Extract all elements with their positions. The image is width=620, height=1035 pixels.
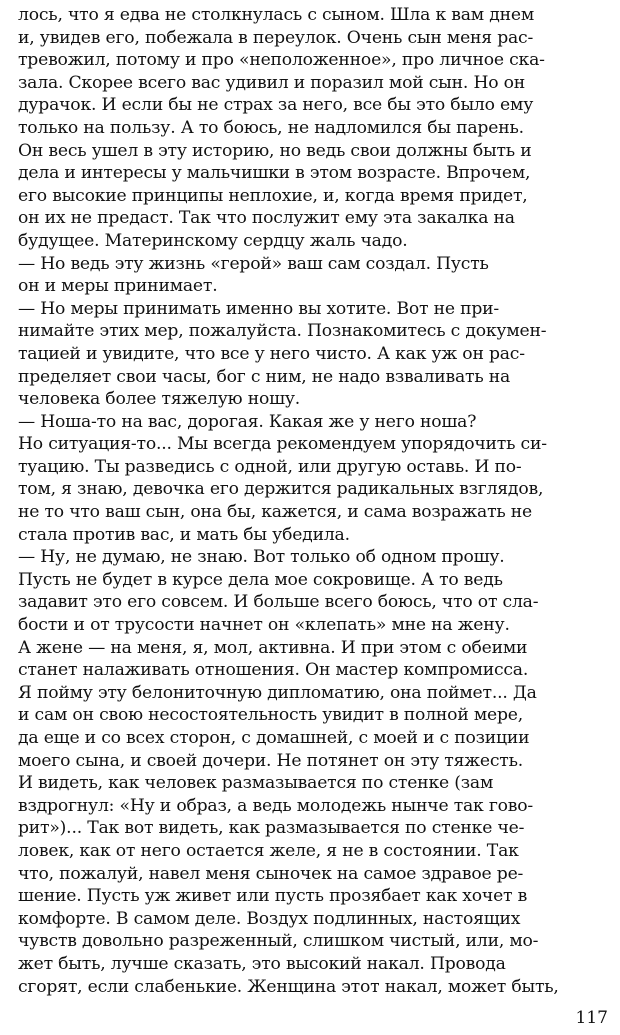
text-line: стала против вас, и мать бы убедила.: [18, 524, 350, 545]
text-line: моего сына, и своей дочери. Не потянет он эту тяжесть.: [18, 750, 523, 771]
text-line: — Но ведь эту жизнь «герой» ваш сам создал. Пусть: [18, 253, 489, 274]
text-line: том, я знаю, девочка его держится радикальных взглядов,: [18, 479, 544, 500]
page-number: 117: [575, 1008, 608, 1028]
page-text: [18, 4, 612, 998]
text-line: тревожил, потому и про «неположенное», про личное ска-: [18, 50, 545, 71]
text-line: шение. Пусть уж живет или пусть прозябает как хочет в: [18, 886, 528, 907]
text-line: А жене — на меня, я, мол, активна. И при этом с обеими: [18, 637, 528, 658]
text-line: станет налаживать отношения. Он мастер компромисса.: [18, 660, 529, 681]
text-line: пределяет свои часы, бог с ним, не надо взваливать на: [18, 366, 511, 387]
text-line: Я пойму эту белониточную дипломатию, она поймет... Да: [18, 682, 537, 703]
text-line: он и меры принимает.: [18, 276, 218, 297]
text-line: бости и от трусости начнет он «клепать» мне на жену.: [18, 615, 510, 636]
text-line: да еще и со всех сторон, с домашней, с моей и с позиции: [18, 728, 530, 748]
text-line: будущее. Материнскому сердцу жаль чадо.: [18, 230, 408, 251]
text-line: чувств довольно разреженный, слишком чистый, или, мо-: [18, 931, 539, 952]
text-line: Он весь ушел в эту историю, но ведь свои должны быть и: [18, 140, 532, 161]
text-line: И видеть, как человек размазывается по стенке (зам: [18, 773, 494, 794]
text-line: дела и интересы у мальчишки в этом возрасте. Впрочем,: [18, 163, 531, 184]
text-line: и сам он свою несостоятельность увидит в полной мере,: [18, 705, 524, 726]
text-line: комфорте. В самом деле. Воздух подлинных, настоящих: [18, 908, 521, 929]
text-line: зала. Скорее всего вас удивил и поразил мой сын. Но он: [18, 72, 526, 93]
text-line: лось, что я едва не столкнулась с сыном. Шла к вам днем: [18, 5, 534, 25]
text-line: только на пользу. А то боюсь, не надломился бы парень.: [18, 117, 524, 138]
text-line: вздрогнул: «Ну и образ, а ведь молодежь нынче так гово-: [18, 795, 534, 816]
text-line: тацией и увидите, что все у него чисто. А как уж он рас-: [18, 343, 525, 364]
text-line: — Но меры принимать именно вы хотите. Вот не при-: [18, 298, 500, 319]
text-line: — Ну, не думаю, не знаю. Вот только об одном прошу.: [18, 547, 505, 568]
text-line: не то что ваш сын, она бы, кажется, и сама возражать не: [18, 502, 533, 523]
text-line: его высокие принципы неплохие, и, когда время придет,: [18, 185, 528, 206]
text-line: и, увидев его, побежала в переулок. Очень сын меня рас-: [18, 27, 534, 48]
text-line: жет быть, лучше сказать, это высокий накал. Провода: [18, 953, 506, 974]
text-line: задавит это его совсем. И больше всего боюсь, что от сла-: [18, 592, 539, 613]
book-page: [18, 4, 612, 1034]
text-line: дурачок. И если бы не страх за него, все бы это было ему: [18, 95, 534, 116]
text-line: что, пожалуй, навел меня сыночек на самое здравое ре-: [18, 863, 524, 884]
text-line: нимайте этих мер, пожалуйста. Познакомитесь с докумен-: [18, 321, 547, 342]
text-line: Пусть не будет в курсе дела мое сокровище. А то ведь: [18, 569, 503, 590]
text-line: ловек, как от него остается желе, я не в состоянии. Так: [18, 840, 519, 861]
text-line: туацию. Ты разведись с одной, или другую оставь. И по-: [18, 456, 522, 477]
text-line: рит»)... Так вот видеть, как размазывается по стенке че-: [18, 818, 525, 839]
text-line: он их не предаст. Так что послужит ему эта закалка на: [18, 208, 515, 229]
text-line: сгорят, если слабенькие. Женщина этот накал, может быть,: [18, 976, 559, 997]
text-line: человека более тяжелую ношу.: [18, 389, 301, 410]
text-line: Но ситуация-то... Мы всегда рекомендуем упорядочить си-: [18, 434, 547, 455]
text-line: — Ноша-то на вас, дорогая. Какая же у него ноша?: [18, 411, 477, 432]
